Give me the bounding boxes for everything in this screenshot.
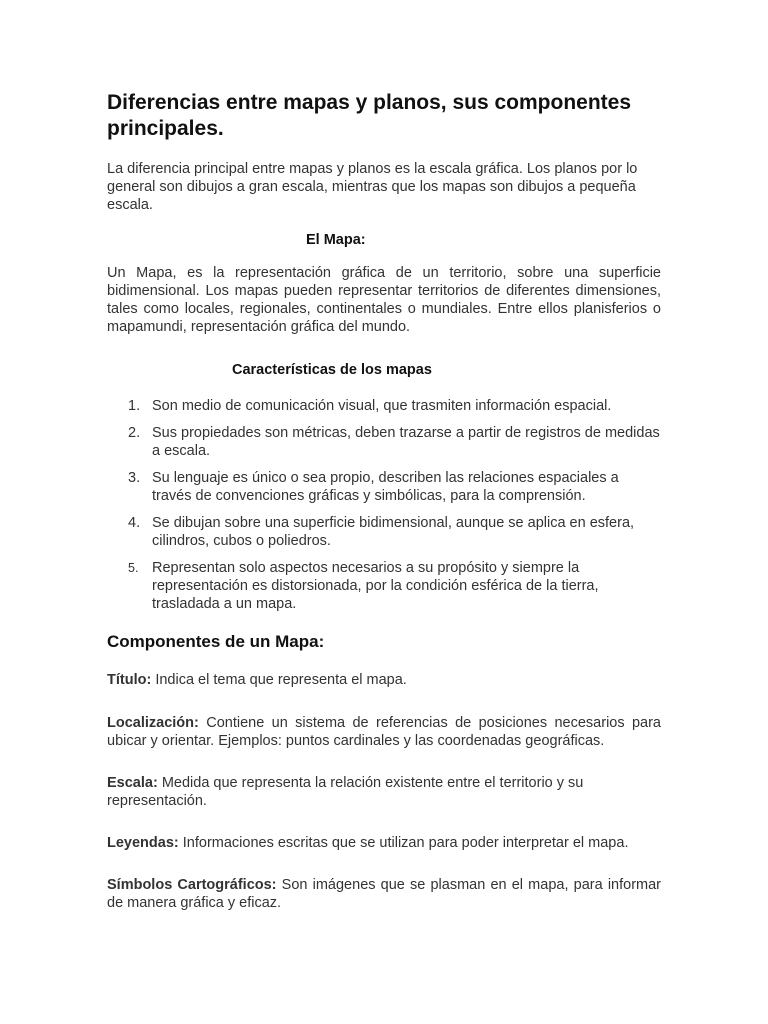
componente-label: Símbolos Cartográficos:: [107, 877, 277, 893]
caracteristicas-list: [107, 397, 661, 613]
document-page: [107, 90, 661, 912]
list-item-text: Se dibujan sobre una superficie bidimensional, aunque se aplica en esfera, cilindros, cubos o poliedros.: [152, 515, 635, 549]
list-item-text: Representan solo aspectos necesarios a su propósito y siempre la representación es distorsionada, por la condición esférica de la tierra, trasladada a un mapa.: [152, 560, 599, 612]
list-item-number: 5.: [128, 561, 139, 575]
list-item: [107, 469, 661, 505]
componente-escala: [107, 774, 661, 810]
caracteristicas-heading: Características de los mapas: [232, 362, 432, 378]
intro-paragraph: La diferencia principal entre mapas y planos es la escala gráfica. Los planos por lo general son dibujos a gran escala, mientras que los mapas son dibujos a pequeña escala.: [107, 161, 638, 213]
componente-label: Título:: [107, 672, 152, 688]
componente-text: Medida que representa la relación existente entre el territorio y su representación.: [107, 775, 584, 809]
componente-text: Informaciones escritas que se utilizan para poder interpretar el mapa.: [178, 835, 629, 851]
componente-label: Localización:: [107, 715, 199, 731]
componente-text: Contiene un sistema de referencias de posiciones necesarios para ubicar y orientar. Ejemplos: puntos cardinales y las coordenadas geográficas.: [107, 715, 661, 749]
list-item-text: Son medio de comunicación visual, que trasmiten información espacial.: [152, 398, 612, 414]
list-item-number: 1.: [128, 398, 141, 414]
list-item: [107, 424, 661, 460]
componente-leyendas: [107, 834, 661, 852]
list-item: [107, 514, 661, 550]
list-item-text: Sus propiedades son métricas, deben trazarse a partir de registros de medidas a escala.: [152, 425, 660, 459]
componente-label: Escala:: [107, 775, 158, 791]
componente-simbolos: [107, 876, 661, 912]
mapa-paragraph: Un Mapa, es la representación gráfica de un territorio, sobre una superficie bidimensional. Los mapas pueden representar territorios de diferentes dimensiones, tales como locales, regionales, continentales o mundiales. Entre ellos planisferios o mapamundi, representación gráfica del mundo.: [107, 265, 661, 335]
componentes-heading: Componentes de un Mapa:: [107, 632, 325, 651]
list-item: [107, 397, 661, 415]
list-item-text: Su lenguaje es único o sea propio, describen las relaciones espaciales a través de convenciones gráficas y simbólicas, para la comprensión.: [152, 470, 619, 504]
mapa-heading: El Mapa:: [306, 232, 366, 248]
list-item-number: 3.: [128, 470, 141, 486]
componente-titulo: [107, 671, 661, 689]
list-item: [107, 559, 661, 613]
componente-text: Indica el tema que representa el mapa.: [151, 672, 407, 688]
componente-text: Son imágenes que se plasman en el mapa, para informar de manera gráfica y eficaz.: [107, 877, 661, 911]
list-item-number: 2.: [128, 425, 141, 441]
list-item-number: 4.: [128, 515, 141, 531]
componente-label: Leyendas:: [107, 835, 179, 851]
componente-localizacion: [107, 714, 661, 750]
document-title: Diferencias entre mapas y planos, sus componentes principales.: [107, 91, 632, 140]
